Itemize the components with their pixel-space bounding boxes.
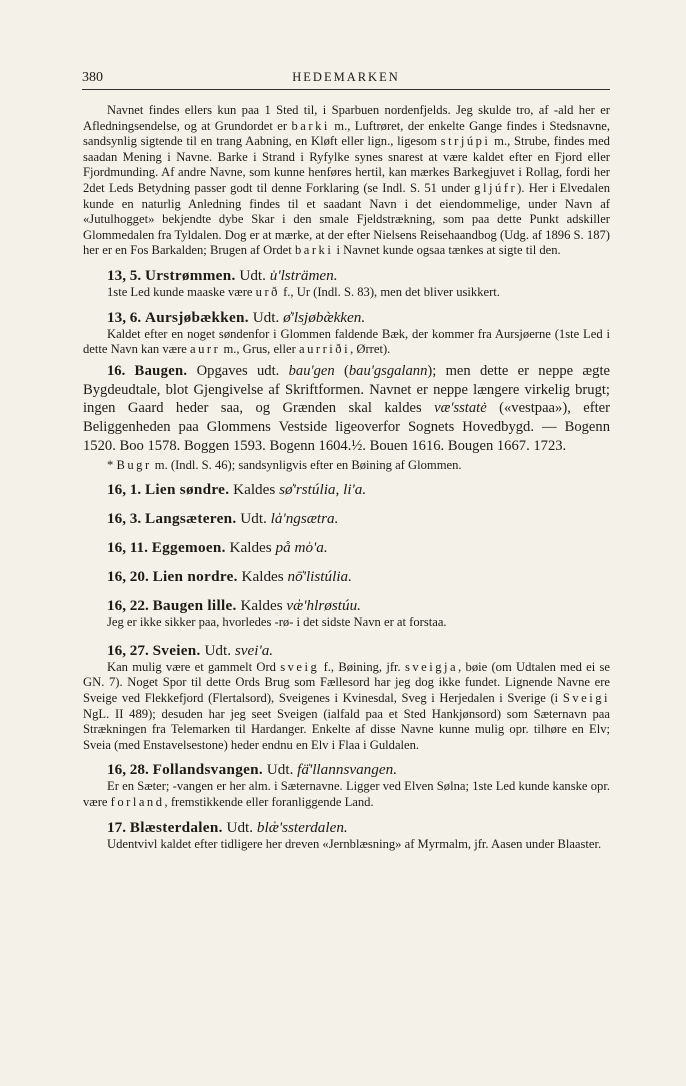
entry-pronunciation: la̍'ngsætra. <box>270 510 339 528</box>
entry-number: 16, 20. <box>107 568 149 586</box>
text-run: urð <box>255 284 280 299</box>
entry-16-footnote <box>83 458 610 474</box>
entry-13-6-note <box>83 327 610 358</box>
entry-16-27 <box>83 641 610 660</box>
entry-number: 17. <box>107 818 126 836</box>
text-run: ); men dette er neppe ægte Bygdeudtale, blot Gjengivelse af Skriftformen. Navnet er neppe længere virkelig brugt; ingen Gaard heder saa, og Grænden skal kaldes <box>83 362 610 417</box>
text-run: m., Grus, eller <box>220 342 299 357</box>
page-header <box>82 67 610 89</box>
entry-name: Lien søndre. <box>144 481 230 499</box>
text-run: Bugr <box>116 457 152 472</box>
page-body <box>83 103 610 852</box>
entry-16-28-note <box>83 779 610 810</box>
entry-label: Kaldes <box>241 568 284 586</box>
text-run: sveigja <box>404 659 459 674</box>
entry-16-3 <box>83 509 610 528</box>
entry-pronunciation: sø̍'rstúlia, li'a. <box>279 481 367 499</box>
entry-16 <box>83 362 610 456</box>
entry-13-6 <box>83 308 610 327</box>
entry-name: Sveien. <box>152 641 201 659</box>
text-run: m., Strube, findes med saadan Mening i Navne. Barke i Strand i Ryfylke synes snarest at være kaldet efter en Fjord eller Fjordmunding. Af andre Navne, som kunne henføres hertil, kan mærkes Barkegjuvet i Rollag, fordi her 2det Leds Betydning passer godt til denne Forklaring (se Indl. S. 51 under <box>83 134 610 195</box>
entry-name: Follandsvangen. <box>152 761 263 779</box>
entry-label: Udt. <box>239 266 266 284</box>
entry-16-27-note <box>83 660 610 754</box>
text-run: barki <box>291 118 330 133</box>
entry-name: Eggemoen. <box>151 539 226 557</box>
entry-label: Udt. <box>240 510 267 528</box>
text-run: Opgaves udt. <box>187 362 289 379</box>
text-run: ( <box>334 362 349 379</box>
text-run: bau'gsgalann <box>348 362 428 379</box>
entry-number: 16, 1. <box>107 481 142 499</box>
text-run: , fremstikkende eller foranliggende Land. <box>164 795 374 810</box>
entry-number: 16, 22. <box>107 597 149 615</box>
entry-name: Blæsterdalen. <box>129 818 223 836</box>
text-run: Kaldet efter en noget søndenfor i Glommen faldende Bæk, der kommer fra Aursjøerne (1ste Led i dette Navn kan være <box>83 326 610 357</box>
text-run: i Navnet kunde ogsaa tænkes at sigte til den. <box>333 243 561 258</box>
text-run: Kan mulig være et gammelt Ord <box>107 659 281 674</box>
text-run: aurr <box>190 342 221 357</box>
entry-label: Udt. <box>252 308 280 326</box>
text-run: f., Ur (Indl. S. 83), men det bliver usikkert. <box>279 284 500 299</box>
text-run: m., Luftrøret, der enkelte Gange findes i Stedsnavne, sandsynlig sigtende til en trang Aabning, en Kløft eller lign., ligesom <box>83 118 610 149</box>
entry-pronunciation: på mo̍'a. <box>275 539 328 557</box>
text-run: aurriði <box>299 342 351 357</box>
text-run: («vestpaa»), efter Beliggenheden paa Glommens Vestside ligeoverfor Sognets Hovedbygd. — Bogenn 1520. Boo 1578. Boggen 1593. Bogenn 1604.½. Bouen 1616. Bougen 1667. 1723. <box>83 400 611 454</box>
entry-pronunciation: væ̍'hlrøstúu. <box>286 597 361 615</box>
text-run: f., Bøining, jfr. <box>319 659 405 674</box>
entry-pronunciation: nō̍'listúlia. <box>287 568 352 586</box>
entry-17-note: Udentvivl kaldet efter tidligere her dreven «Jernblæsning» af Myrmalm, jfr. Aasen under Blaaster. <box>107 836 602 851</box>
entry-label: Kaldes <box>240 597 283 615</box>
text-run: Er en Sæter; -vangen er her alm. i Sæternavne. Ligger ved Elven Sølna; 1ste Led kunde kanske opr. være <box>83 779 610 810</box>
text-run: væ'sstatė <box>434 400 487 417</box>
entry-number: 16, 28. <box>107 761 149 779</box>
text-run <box>125 363 134 379</box>
text-run: , bøie (om Udtalen med ei se GN. 7). Noget Spor til dette Ords Brug som Fællesord har jeg dog ikke fundet. Lignende Navne ere Sveige ved Flekkefjord (Flertalsord), Sveigenes i Kvinesdal, Sveg i Herjedalen i Sverige (i <box>83 659 610 706</box>
entry-pronunciation: svei'a. <box>234 641 274 659</box>
entry-name: Aursjøbækken. <box>144 308 249 326</box>
running-title: HEDEMARKEN <box>292 70 400 84</box>
entry-13-5-note <box>83 285 610 301</box>
entry-number: 16, 11. <box>107 539 148 557</box>
entry-label: Kaldes <box>233 481 276 499</box>
entry-16-28 <box>83 760 610 779</box>
text-run: 1ste Led kunde maaske være <box>107 284 256 299</box>
text-run: barki <box>294 243 334 258</box>
page-number: 380 <box>82 70 103 85</box>
entry-17 <box>83 818 610 837</box>
entry-pronunciation: fä̍'llannsvangen. <box>297 761 398 779</box>
entry-label: Udt. <box>204 641 232 659</box>
entry-label: Kaldes <box>229 539 272 557</box>
text-run: Baugen. <box>134 362 188 379</box>
entry-label: Udt. <box>226 818 254 836</box>
text-run: 16. <box>107 362 126 379</box>
text-run: m. (Indl. S. 46); sandsynligvis efter en Bøining af Glommen. <box>151 457 462 472</box>
text-run: bau'gen <box>288 362 335 379</box>
text-run: strjúpi <box>440 134 491 149</box>
entry-16-11 <box>83 538 610 557</box>
entry-number: 13, 5. <box>107 266 142 284</box>
intro-paragraph <box>83 103 610 259</box>
text-run: gljúfr <box>474 180 518 195</box>
entry-16-22 <box>83 596 610 615</box>
text-run: Navnet findes ellers kun paa 1 Sted til, i Sparbuen nordenfjelds. Jeg skulde tro, af -ald her er Afledningsendelse, og at Grundordet er <box>83 103 610 133</box>
entry-16-20 <box>83 567 610 586</box>
entry-16-22-note: Jeg er ikke sikker paa, hvorledes -rø- i det sidste Navn er at forstaa. <box>107 615 447 630</box>
text-run: NgL. II 489); desuden har jeg seet Sveigen (ialfald paa et Sted Hankjønsord) som Sæternavn paa Strækningen fra Telemarken til Hardanger. Enkelte af disse Navne kunne mulig opr. tilhøre en Elv; Sveia (med Enstavelsestone) heder endnu en Elv i Flaa i Guldalen. <box>83 706 610 752</box>
entry-16-1 <box>83 480 610 499</box>
text-run: , Ørret). <box>350 342 391 357</box>
entry-name: Lien nordre. <box>152 568 238 586</box>
entry-13-5 <box>83 266 610 285</box>
entry-name: Langsæteren. <box>144 510 237 528</box>
entry-number: 13, 6. <box>107 308 142 326</box>
text-run: ). Her i Elvedalen kunde en naturlig Anledning findes til et saadant Navn i det eiendommelige, under Navn af «Jutulhogget» bekjendte dybe Skar i den smale Fjeldstrækning, som paa dette Punkt adskiller Glommedalen fra Tyldalen. Dog er at mærke, at der efter Nielsens Reisehaandbog (Udg. af 1896 S. 187) her er en Fos Barkalden; Brugen af Ordet <box>83 180 611 258</box>
entry-number: 16, 27. <box>107 641 149 659</box>
text-run: forland <box>110 795 165 810</box>
text-run: * <box>107 457 117 472</box>
entry-number: 16, 3. <box>107 510 142 528</box>
entry-name: Urstrømmen. <box>144 266 236 284</box>
entry-pronunciation: ø̍'lsjøbæ̀kken. <box>283 308 366 326</box>
entry-pronunciation: u̍'lsträmen. <box>269 266 338 284</box>
header-rule <box>82 89 610 90</box>
entry-label: Udt. <box>266 761 294 779</box>
text-run: sveig <box>280 659 320 674</box>
text-run: Sveigi <box>562 691 610 706</box>
entry-pronunciation: blæ̍'ssterdalen. <box>256 818 348 836</box>
entry-name: Baugen lille. <box>152 597 237 615</box>
